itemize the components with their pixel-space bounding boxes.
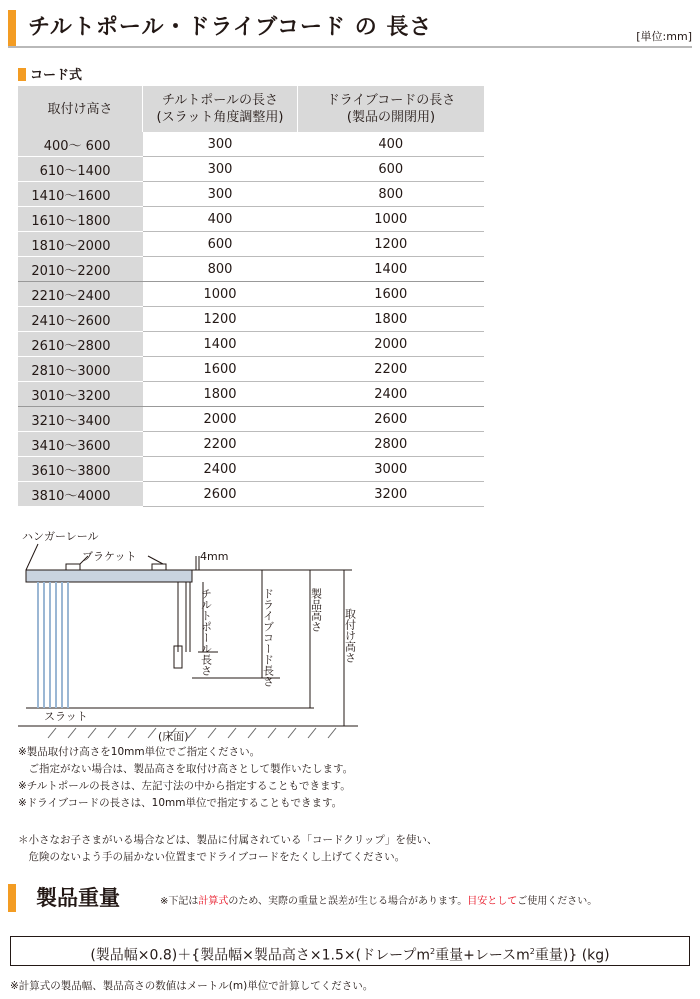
installation-diagram xyxy=(18,526,378,748)
cell-install-height: 1610～1800 xyxy=(18,207,143,232)
page-title: チルトポール・ドライブコード の 長さ xyxy=(28,15,433,40)
cell-tilt-pole: 300 xyxy=(143,182,298,207)
cell-drive-cord: 1600 xyxy=(298,282,485,307)
label-bracket: ブラケット xyxy=(82,550,137,563)
weight-title: 製品重量 xyxy=(36,886,120,910)
cell-tilt-pole: 300 xyxy=(143,132,298,157)
section-label: コード式 xyxy=(18,64,82,83)
table-row xyxy=(18,407,484,432)
cell-drive-cord: 3200 xyxy=(298,482,485,507)
cell-drive-cord: 1800 xyxy=(298,307,485,332)
cell-drive-cord: 400 xyxy=(298,132,485,157)
cell-drive-cord: 1400 xyxy=(298,257,485,282)
cell-tilt-pole: 2000 xyxy=(143,407,298,432)
cell-tilt-pole: 600 xyxy=(143,232,298,257)
weight-accent xyxy=(8,884,16,912)
table-row xyxy=(18,132,484,157)
cell-drive-cord: 2800 xyxy=(298,432,485,457)
cell-tilt-pole: 1000 xyxy=(143,282,298,307)
table-row xyxy=(18,457,484,482)
note-line: ご指定がない場合は、製品高さを取付け高さとして製作いたします。 xyxy=(18,763,354,775)
table-row xyxy=(18,332,484,357)
cell-drive-cord: 1200 xyxy=(298,232,485,257)
cell-drive-cord: 1000 xyxy=(298,207,485,232)
table-body xyxy=(18,132,484,507)
cell-install-height: 2410～2600 xyxy=(18,307,143,332)
cell-tilt-pole: 1200 xyxy=(143,307,298,332)
weight-note: ※下記は計算式のため、実際の重量と誤差が生じる場合があります。目安としてご使用ください。 xyxy=(160,896,598,907)
note-line: 危険のないよう手の届かない位置までドライブコードをたくし上げてください。 xyxy=(18,851,406,863)
note-line: ※ドライブコードの長さは、10mm単位で指定することもできます。 xyxy=(18,797,343,809)
label-hanger-rail: ハンガーレール xyxy=(22,530,99,543)
cell-drive-cord: 2400 xyxy=(298,382,485,407)
hanger-leader xyxy=(26,544,38,570)
table-row xyxy=(18,157,484,182)
section-marker xyxy=(18,68,26,81)
cell-tilt-pole: 400 xyxy=(143,207,298,232)
note-line: ※チルトポールの長さは、左記寸法の中から指定することもできます。 xyxy=(18,780,351,792)
weight-section-title xyxy=(8,884,692,912)
cell-drive-cord: 600 xyxy=(298,157,485,182)
cell-tilt-pole: 1400 xyxy=(143,332,298,357)
table-row xyxy=(18,432,484,457)
label-floor: (床面) xyxy=(158,730,189,743)
title-accent xyxy=(8,10,16,46)
cell-install-height: 3610～3800 xyxy=(18,457,143,482)
cell-install-height: 1810～2000 xyxy=(18,232,143,257)
header-tilt-pole: チルトポールの長さ (スラット角度調整用) xyxy=(143,86,298,132)
length-table xyxy=(18,86,484,507)
bracket-left xyxy=(66,564,80,570)
notes xyxy=(18,744,353,812)
label-slat: スラット xyxy=(44,710,88,723)
label-drive-cord: ドライブコード長さ xyxy=(261,588,275,687)
safety-notes xyxy=(18,832,437,866)
header-install-height: 取付け高さ xyxy=(18,86,143,132)
cell-drive-cord: 2000 xyxy=(298,332,485,357)
cell-install-height: 610～1400 xyxy=(18,157,143,182)
cell-tilt-pole: 2400 xyxy=(143,457,298,482)
table-row xyxy=(18,282,484,307)
cell-tilt-pole: 800 xyxy=(143,257,298,282)
cell-tilt-pole: 1800 xyxy=(143,382,298,407)
table-row xyxy=(18,357,484,382)
cell-install-height: 3010～3200 xyxy=(18,382,143,407)
cell-install-height: 1410～1600 xyxy=(18,182,143,207)
cell-tilt-pole: 2600 xyxy=(143,482,298,507)
bracket-leader-2 xyxy=(148,556,163,564)
cell-drive-cord: 800 xyxy=(298,182,485,207)
bracket-right xyxy=(152,564,166,570)
cell-tilt-pole: 1600 xyxy=(143,357,298,382)
header-drive-cord: ドライブコードの長さ (製品の開閉用) xyxy=(298,86,485,132)
cell-install-height: 400～ 600 xyxy=(18,132,143,157)
cell-install-height: 2810～3000 xyxy=(18,357,143,382)
label-tilt-pole: チルトポール長さ xyxy=(199,588,213,676)
table-row xyxy=(18,382,484,407)
cell-install-height: 2210～2400 xyxy=(18,282,143,307)
label-product-height: 製品高さ xyxy=(309,588,323,632)
hanger-rail xyxy=(26,570,192,582)
table-row xyxy=(18,207,484,232)
cell-install-height: 2610～2800 xyxy=(18,332,143,357)
table-row xyxy=(18,257,484,282)
note-line: ＊小さなお子さまがいる場合などは、製品に付属されている「コードクリップ」を使い、 xyxy=(18,834,438,846)
unit-label: [単位:mm] xyxy=(636,30,692,43)
formula-footnote: ※計算式の製品幅、製品高さの数値はメートル(m)単位で計算してください。 xyxy=(10,980,374,992)
cell-drive-cord: 3000 xyxy=(298,457,485,482)
cell-tilt-pole: 300 xyxy=(143,157,298,182)
cell-install-height: 3810～4000 xyxy=(18,482,143,507)
table-row xyxy=(18,182,484,207)
table-row xyxy=(18,232,484,257)
cell-drive-cord: 2200 xyxy=(298,357,485,382)
table-row xyxy=(18,482,484,507)
title-bar xyxy=(8,6,692,48)
label-install-height: 取付け高さ xyxy=(343,608,357,663)
cell-install-height: 2010～2200 xyxy=(18,257,143,282)
cell-install-height: 3210～3400 xyxy=(18,407,143,432)
cell-install-height: 3410～3600 xyxy=(18,432,143,457)
table-row xyxy=(18,307,484,332)
note-line: ※製品取付け高さを10mm単位でご指定ください。 xyxy=(18,746,261,758)
cell-tilt-pole: 2200 xyxy=(143,432,298,457)
weight-formula: (製品幅×0.8)＋{製品幅×製品高さ×1.5×(ドレープ$m^2$重量+レース$m^2$重量)} (kg) xyxy=(10,936,690,966)
cell-drive-cord: 2600 xyxy=(298,407,485,432)
label-gap: 4mm xyxy=(200,550,229,563)
